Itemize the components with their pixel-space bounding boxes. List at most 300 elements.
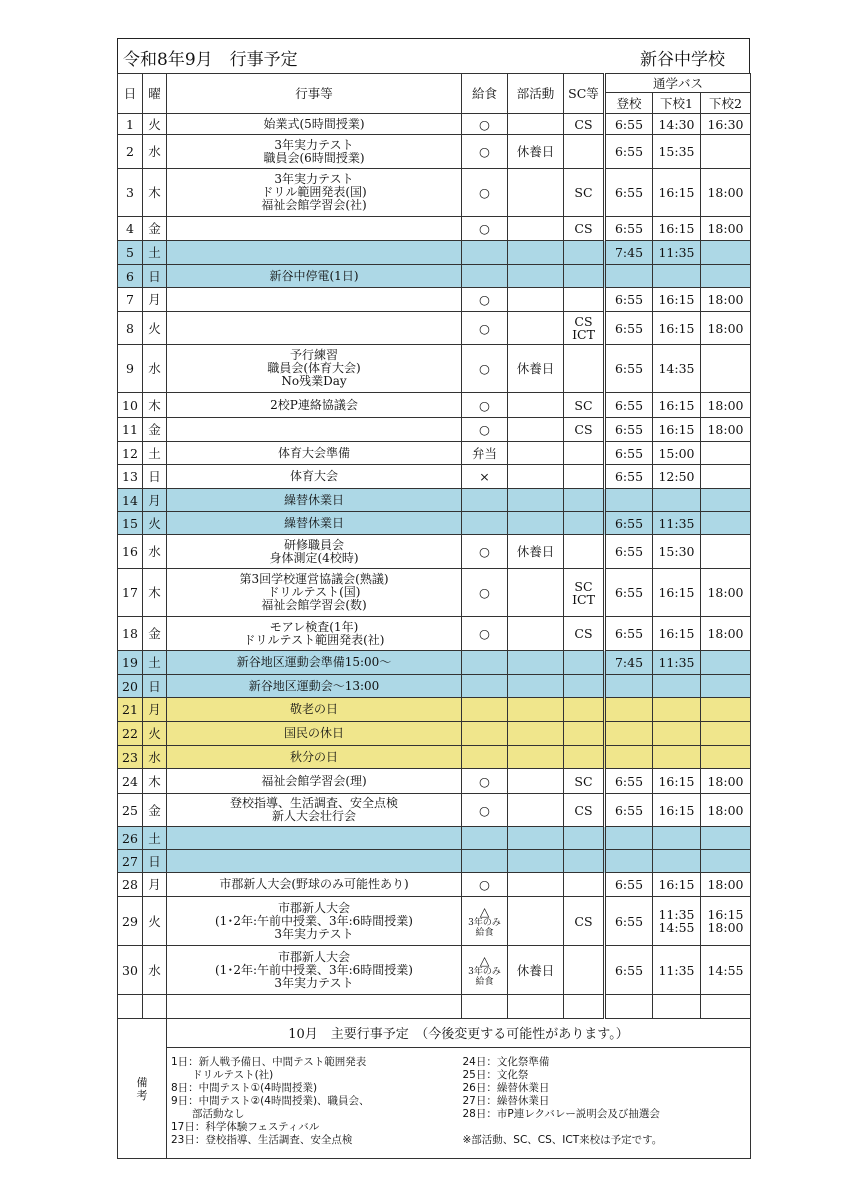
lunch-cell: ○ <box>462 135 508 169</box>
note-line: 24日：文化祭準備 <box>462 1055 550 1068</box>
bus-from1-cell: 16:15 <box>653 769 701 794</box>
event-cell: 繰替休業日 <box>167 489 462 512</box>
bus-from1-cell: 16:15 <box>653 169 701 217</box>
weekday-cell: 日 <box>143 465 167 489</box>
bus-from2-cell: 14:55 <box>701 946 751 995</box>
day-cell: 11 <box>118 418 143 442</box>
bus-from1-cell: 11:35 <box>653 651 701 675</box>
day-cell: 27 <box>118 850 143 873</box>
lunch-cell <box>462 746 508 769</box>
club-cell <box>508 827 564 850</box>
bus-to-cell <box>605 675 653 698</box>
event-cell: 敬老の日 <box>167 698 462 722</box>
club-cell: 休養日 <box>508 946 564 995</box>
col-event: 行事等 <box>167 74 462 114</box>
bus-from2-cell <box>701 722 751 746</box>
page-title: 令和8年9月 行事予定 <box>123 50 298 70</box>
table-row <box>118 169 751 217</box>
lunch-cell: × <box>462 465 508 489</box>
lunch-cell: ○ <box>462 393 508 418</box>
club-cell <box>508 675 564 698</box>
note-line: 28日：市P連レクバレー説明会及び抽選会 <box>462 1107 660 1120</box>
event-cell: 始業式(5時間授業) <box>167 114 462 135</box>
club-cell <box>508 312 564 345</box>
bus-from1-cell <box>653 265 701 288</box>
weekday-cell: 火 <box>143 722 167 746</box>
lunch-cell <box>462 651 508 675</box>
event-cell: 3年実力テスト ドリル範囲発表(国) 福祉会館学習会(社) <box>167 169 462 217</box>
col-sc: SC等 <box>564 74 605 114</box>
bus-from1-cell: 15:00 <box>653 442 701 465</box>
table-row <box>118 114 751 135</box>
lunch-cell: ○ <box>462 769 508 794</box>
bus-to-cell: 7:45 <box>605 651 653 675</box>
bus-to-cell: 6:55 <box>605 418 653 442</box>
weekday-cell: 月 <box>143 489 167 512</box>
lunch-cell: ○ <box>462 535 508 569</box>
bus-to-cell: 6:55 <box>605 135 653 169</box>
event-cell <box>167 288 462 312</box>
event-cell <box>167 418 462 442</box>
weekday-cell: 土 <box>143 241 167 265</box>
club-cell <box>508 617 564 651</box>
bus-to-cell <box>605 827 653 850</box>
bus-from2-cell: 18:00 <box>701 393 751 418</box>
table-row <box>118 769 751 794</box>
weekday-cell: 水 <box>143 345 167 393</box>
bus-from1-cell <box>653 827 701 850</box>
club-cell <box>508 442 564 465</box>
sc-cell <box>564 465 605 489</box>
club-cell <box>508 114 564 135</box>
table-row <box>118 512 751 535</box>
weekday-cell: 火 <box>143 312 167 345</box>
sc-cell: SC <box>564 393 605 418</box>
sc-cell <box>564 489 605 512</box>
bus-from2-cell: 18:00 <box>701 217 751 241</box>
lunch-cell: ○ <box>462 345 508 393</box>
event-cell: 市郡新人大会 (1･2年:午前中授業、3年:6時間授業) 3年実力テスト <box>167 897 462 946</box>
day-cell: 20 <box>118 675 143 698</box>
day-cell: 22 <box>118 722 143 746</box>
lunch-cell <box>462 265 508 288</box>
sc-cell: CS <box>564 217 605 241</box>
note-line: ドリルテスト(社) <box>171 1068 274 1081</box>
table-row <box>118 995 751 1019</box>
weekday-cell: 土 <box>143 442 167 465</box>
weekday-cell: 月 <box>143 288 167 312</box>
event-cell: 市郡新人大会(野球のみ可能性あり) <box>167 873 462 897</box>
sc-cell: SC ICT <box>564 569 605 617</box>
notes-right-column <box>459 1048 751 1155</box>
table-row <box>118 827 751 850</box>
bus-to-cell <box>605 850 653 873</box>
note-line: 9日：中間テスト②(4時間授業)、職員会、 <box>171 1094 370 1107</box>
day-cell: 10 <box>118 393 143 418</box>
bus-from2-cell <box>701 512 751 535</box>
bus-from1-cell <box>653 722 701 746</box>
weekday-cell: 金 <box>143 418 167 442</box>
event-cell: 新谷地区運動会準備15:00～ <box>167 651 462 675</box>
table-row <box>118 393 751 418</box>
bus-from2-cell <box>701 827 751 850</box>
event-cell: 2校P連絡協議会 <box>167 393 462 418</box>
bus-from2-cell: 18:00 <box>701 794 751 827</box>
bus-from1-cell: 16:15 <box>653 217 701 241</box>
bus-to-cell: 6:55 <box>605 946 653 995</box>
bus-from1-cell <box>653 698 701 722</box>
day-cell: 7 <box>118 288 143 312</box>
bus-to-cell: 6:55 <box>605 873 653 897</box>
weekday-cell: 火 <box>143 897 167 946</box>
bus-from2-cell: 16:30 <box>701 114 751 135</box>
table-row <box>118 850 751 873</box>
table-row <box>118 569 751 617</box>
bus-from2-cell <box>701 442 751 465</box>
day-cell: 19 <box>118 651 143 675</box>
table-row <box>118 946 751 995</box>
weekday-cell: 月 <box>143 873 167 897</box>
event-cell: 市郡新人大会 (1･2年:午前中授業、3年:6時間授業) 3年実力テスト <box>167 946 462 995</box>
schedule-rows <box>118 114 751 1019</box>
club-cell: 休養日 <box>508 135 564 169</box>
table-row <box>118 794 751 827</box>
bus-from2-cell: 18:00 <box>701 169 751 217</box>
bus-to-cell <box>605 698 653 722</box>
day-cell: 15 <box>118 512 143 535</box>
weekday-cell: 火 <box>143 114 167 135</box>
bus-from1-cell: 16:15 <box>653 393 701 418</box>
lunch-cell: △ 3年のみ 給食 <box>462 946 508 995</box>
weekday-cell: 金 <box>143 217 167 241</box>
sc-cell <box>564 265 605 288</box>
sc-cell: CS <box>564 617 605 651</box>
club-cell <box>508 698 564 722</box>
note-line: 27日：繰替休業日 <box>462 1094 550 1107</box>
club-cell <box>508 169 564 217</box>
col-bus-from2: 下校2 <box>701 93 751 114</box>
bus-to-cell: 6:55 <box>605 794 653 827</box>
sc-cell: CS <box>564 794 605 827</box>
table-row <box>118 746 751 769</box>
bus-from1-cell: 11:35 <box>653 946 701 995</box>
event-cell <box>167 241 462 265</box>
sc-cell <box>564 651 605 675</box>
event-cell: 福祉会館学習会(理) <box>167 769 462 794</box>
weekday-cell <box>143 995 167 1019</box>
col-club: 部活動 <box>508 74 564 114</box>
club-cell <box>508 769 564 794</box>
club-cell <box>508 465 564 489</box>
sc-cell <box>564 850 605 873</box>
lunch-cell <box>462 827 508 850</box>
day-cell: 2 <box>118 135 143 169</box>
event-cell: 繰替休業日 <box>167 512 462 535</box>
weekday-cell: 日 <box>143 675 167 698</box>
title-bar <box>117 38 750 73</box>
day-cell: 6 <box>118 265 143 288</box>
note-line: 25日：文化祭 <box>462 1068 529 1081</box>
club-cell <box>508 651 564 675</box>
bus-from1-cell: 11:35 14:55 <box>653 897 701 946</box>
day-cell: 24 <box>118 769 143 794</box>
club-cell <box>508 418 564 442</box>
note-line: 部活動なし <box>171 1107 245 1120</box>
note-line: 1日：新人戦予備日、中間テスト範囲発表 <box>171 1055 367 1068</box>
club-cell <box>508 722 564 746</box>
event-cell: 研修職員会 身体測定(4校時) <box>167 535 462 569</box>
sc-cell <box>564 827 605 850</box>
event-cell <box>167 827 462 850</box>
sc-cell <box>564 512 605 535</box>
table-row <box>118 675 751 698</box>
bus-from2-cell <box>701 465 751 489</box>
lunch-cell: ○ <box>462 114 508 135</box>
weekday-cell: 日 <box>143 850 167 873</box>
bus-from1-cell: 16:15 <box>653 312 701 345</box>
day-cell: 21 <box>118 698 143 722</box>
club-cell <box>508 995 564 1019</box>
event-cell <box>167 850 462 873</box>
table-row <box>118 241 751 265</box>
bus-from1-cell: 12:50 <box>653 465 701 489</box>
weekday-cell: 水 <box>143 946 167 995</box>
table-row <box>118 897 751 946</box>
col-weekday: 曜 <box>143 74 167 114</box>
lunch-cell: ○ <box>462 873 508 897</box>
sc-cell: CS <box>564 418 605 442</box>
bus-to-cell: 6:55 <box>605 288 653 312</box>
bus-from2-cell <box>701 698 751 722</box>
bus-from1-cell: 15:35 <box>653 135 701 169</box>
bus-to-cell: 6:55 <box>605 617 653 651</box>
bus-to-cell: 6:55 <box>605 345 653 393</box>
sc-cell <box>564 241 605 265</box>
sc-cell <box>564 675 605 698</box>
bus-from2-cell <box>701 241 751 265</box>
event-cell: モアレ検査(1年) ドリルテスト範囲発表(社) <box>167 617 462 651</box>
bus-from1-cell: 16:15 <box>653 617 701 651</box>
table-row <box>118 265 751 288</box>
bus-from2-cell: 18:00 <box>701 873 751 897</box>
bus-to-cell <box>605 722 653 746</box>
bus-from2-cell <box>701 489 751 512</box>
bus-to-cell: 6:55 <box>605 512 653 535</box>
weekday-cell: 木 <box>143 169 167 217</box>
bus-from2-cell <box>701 535 751 569</box>
bus-to-cell: 6:55 <box>605 465 653 489</box>
day-cell: 14 <box>118 489 143 512</box>
bus-to-cell: 6:55 <box>605 769 653 794</box>
lunch-cell: ○ <box>462 617 508 651</box>
lunch-cell <box>462 241 508 265</box>
sc-cell: CS ICT <box>564 312 605 345</box>
bus-from1-cell <box>653 489 701 512</box>
weekday-cell: 水 <box>143 135 167 169</box>
day-cell: 1 <box>118 114 143 135</box>
weekday-cell: 木 <box>143 569 167 617</box>
bus-from2-cell: 18:00 <box>701 418 751 442</box>
sc-cell <box>564 995 605 1019</box>
club-cell <box>508 873 564 897</box>
bus-from2-cell: 18:00 <box>701 769 751 794</box>
bus-from1-cell: 14:30 <box>653 114 701 135</box>
lunch-cell: ○ <box>462 794 508 827</box>
bus-to-cell: 6:55 <box>605 535 653 569</box>
bus-from2-cell <box>701 265 751 288</box>
bus-to-cell: 6:55 <box>605 217 653 241</box>
sc-cell: CS <box>564 114 605 135</box>
day-cell: 23 <box>118 746 143 769</box>
event-cell: 3年実力テスト 職員会(6時間授業) <box>167 135 462 169</box>
note-line: ※部活動、SC、CS、ICT来校は予定です。 <box>462 1133 663 1146</box>
bus-from1-cell: 14:35 <box>653 345 701 393</box>
bus-from1-cell: 16:15 <box>653 418 701 442</box>
weekday-cell: 金 <box>143 617 167 651</box>
day-cell: 26 <box>118 827 143 850</box>
sc-cell <box>564 345 605 393</box>
bus-from1-cell <box>653 675 701 698</box>
bus-to-cell: 6:55 <box>605 169 653 217</box>
bus-from1-cell <box>653 746 701 769</box>
bus-from2-cell <box>701 675 751 698</box>
bus-from2-cell: 18:00 <box>701 312 751 345</box>
bus-to-cell <box>605 995 653 1019</box>
bus-from1-cell: 16:15 <box>653 794 701 827</box>
lunch-cell <box>462 722 508 746</box>
bus-from2-cell: 18:00 <box>701 288 751 312</box>
sc-cell: CS <box>564 897 605 946</box>
weekday-cell: 水 <box>143 535 167 569</box>
event-cell: 体育大会 <box>167 465 462 489</box>
sc-cell: SC <box>564 169 605 217</box>
club-cell <box>508 850 564 873</box>
club-cell <box>508 241 564 265</box>
table-row <box>118 722 751 746</box>
bus-from1-cell <box>653 850 701 873</box>
table-row <box>118 873 751 897</box>
club-cell: 休養日 <box>508 345 564 393</box>
table-row <box>118 698 751 722</box>
lunch-cell: ○ <box>462 217 508 241</box>
day-cell: 30 <box>118 946 143 995</box>
table-row <box>118 489 751 512</box>
bus-to-cell: 6:55 <box>605 569 653 617</box>
table-row <box>118 345 751 393</box>
lunch-cell <box>462 512 508 535</box>
day-cell: 4 <box>118 217 143 241</box>
lunch-cell <box>462 698 508 722</box>
notes-heading: 10月 主要行事予定 （今後変更する可能性があります。） <box>167 1023 750 1048</box>
table-row <box>118 535 751 569</box>
sc-cell: SC <box>564 769 605 794</box>
club-cell <box>508 217 564 241</box>
bus-from2-cell <box>701 746 751 769</box>
bus-from2-cell <box>701 995 751 1019</box>
day-cell: 3 <box>118 169 143 217</box>
col-bus-from1: 下校1 <box>653 93 701 114</box>
bus-to-cell: 6:55 <box>605 114 653 135</box>
event-cell: 登校指導、生活調査、安全点検 新人大会壮行会 <box>167 794 462 827</box>
weekday-cell: 水 <box>143 746 167 769</box>
school-name: 新谷中学校 <box>640 50 725 70</box>
event-cell <box>167 312 462 345</box>
note-line <box>463 1121 747 1134</box>
lunch-cell: △ 3年のみ 給食 <box>462 897 508 946</box>
lunch-cell: ○ <box>462 418 508 442</box>
schedule-table <box>117 73 751 1159</box>
sc-cell <box>564 746 605 769</box>
bus-from1-cell <box>653 995 701 1019</box>
col-lunch: 給食 <box>462 74 508 114</box>
event-cell: 新谷中停電(1日) <box>167 265 462 288</box>
day-cell: 8 <box>118 312 143 345</box>
day-cell: 13 <box>118 465 143 489</box>
club-cell <box>508 512 564 535</box>
lunch-cell <box>462 850 508 873</box>
event-cell: 体育大会準備 <box>167 442 462 465</box>
bus-from2-cell: 18:00 <box>701 569 751 617</box>
day-cell: 18 <box>118 617 143 651</box>
bus-from2-cell <box>701 345 751 393</box>
club-cell <box>508 569 564 617</box>
col-day: 日 <box>118 74 143 114</box>
weekday-cell: 土 <box>143 827 167 850</box>
note-line: 23日：登校指導、生活調査、安全点検 <box>171 1133 353 1146</box>
note-line: 26日：繰替休業日 <box>462 1081 550 1094</box>
day-cell <box>118 995 143 1019</box>
table-row <box>118 442 751 465</box>
weekday-cell: 木 <box>143 393 167 418</box>
day-cell: 29 <box>118 897 143 946</box>
bus-to-cell: 6:55 <box>605 393 653 418</box>
schedule-sheet <box>117 38 750 1159</box>
event-cell: 国民の休日 <box>167 722 462 746</box>
note-line: 17日：科学体験フェスティバル <box>171 1120 320 1133</box>
weekday-cell: 月 <box>143 698 167 722</box>
club-cell <box>508 489 564 512</box>
table-row <box>118 418 751 442</box>
lunch-cell: ○ <box>462 312 508 345</box>
bus-from2-cell: 18:00 <box>701 617 751 651</box>
day-cell: 5 <box>118 241 143 265</box>
club-cell <box>508 746 564 769</box>
club-cell <box>508 265 564 288</box>
day-cell: 28 <box>118 873 143 897</box>
table-row <box>118 135 751 169</box>
sc-cell <box>564 873 605 897</box>
bus-to-cell <box>605 746 653 769</box>
lunch-cell <box>462 675 508 698</box>
day-cell: 12 <box>118 442 143 465</box>
table-row <box>118 312 751 345</box>
notes-box <box>167 1019 751 1159</box>
club-cell <box>508 393 564 418</box>
club-cell <box>508 794 564 827</box>
notes-label: 備 考 <box>118 1019 167 1159</box>
day-cell: 17 <box>118 569 143 617</box>
bus-to-cell <box>605 489 653 512</box>
table-row <box>118 617 751 651</box>
sc-cell <box>564 535 605 569</box>
lunch-cell: ○ <box>462 169 508 217</box>
bus-to-cell: 6:55 <box>605 897 653 946</box>
bus-from1-cell: 16:15 <box>653 288 701 312</box>
weekday-cell: 金 <box>143 794 167 827</box>
bus-from2-cell <box>701 850 751 873</box>
weekday-cell: 日 <box>143 265 167 288</box>
event-cell: 予行練習 職員会(体育大会) No残業Day <box>167 345 462 393</box>
